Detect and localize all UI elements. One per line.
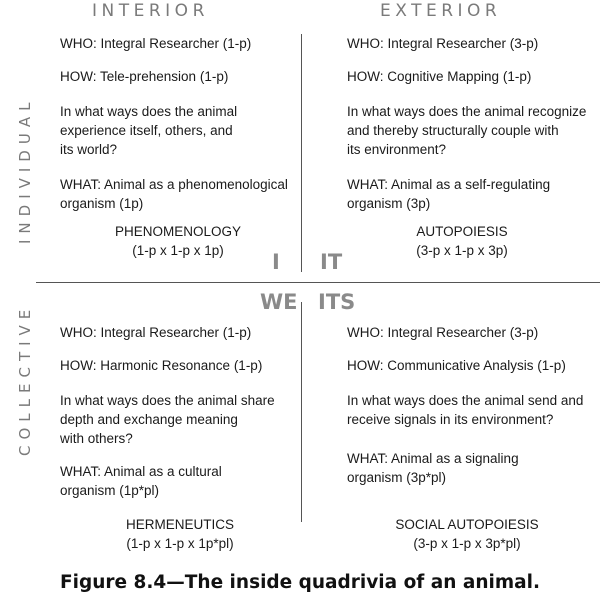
method-formula: (3-p x 1-p x 3p) (416, 243, 508, 258)
question-block (347, 391, 583, 429)
individual-side-label: INDIVIDUAL (16, 96, 34, 244)
what-line: WHAT: Animal as a self-regulating (347, 177, 551, 192)
question-line: with others? (60, 431, 133, 446)
question-line: experience itself, others, and (60, 123, 233, 138)
collective-side-label: COLLECTIVE (16, 303, 34, 456)
how-line: HOW: Communicative Analysis (1-p) (347, 358, 566, 373)
method-lower-right (347, 515, 587, 553)
what-line: organism (1p) (60, 196, 144, 211)
what-line: organism (3p) (347, 196, 431, 211)
vertical-divider-upper (301, 34, 302, 272)
quadrant-letter-we: WE (260, 290, 298, 314)
what-block (347, 175, 550, 213)
quadrant-letter-i: I (272, 250, 280, 274)
how-line: HOW: Harmonic Resonance (1-p) (60, 358, 263, 373)
method-lower-left (60, 515, 300, 553)
question-block (60, 391, 275, 448)
quadrant-letter-it: IT (320, 250, 343, 274)
method-upper-right (347, 222, 577, 260)
question-block (60, 102, 237, 159)
interior-header: INTERIOR (92, 1, 209, 21)
method-formula: (1-p x 1-p x 1p) (132, 243, 224, 258)
question-line: In what ways does the animal (60, 104, 238, 119)
method-name: AUTOPOIESIS (416, 224, 508, 239)
question-line: depth and exchange meaning (60, 412, 238, 427)
question-line: its world? (60, 142, 118, 157)
method-name: HERMENEUTICS (125, 517, 234, 532)
question-line: its environment? (347, 142, 447, 157)
method-formula: (3-p x 1-p x 3p*pl) (413, 536, 521, 551)
exterior-header: EXTERIOR (380, 1, 502, 21)
what-line: WHAT: Animal as a cultural (60, 464, 222, 479)
method-upper-left (60, 222, 296, 260)
question-line: In what ways does the animal recognize (347, 104, 587, 119)
vertical-divider-lower (301, 302, 302, 522)
method-formula: (1-p x 1-p x 1p*pl) (126, 536, 234, 551)
who-line: WHO: Integral Researcher (3-p) (347, 36, 539, 51)
who-line: WHO: Integral Researcher (1-p) (60, 325, 252, 340)
method-name: SOCIAL AUTOPOIESIS (395, 517, 539, 532)
what-line: organism (1p*pl) (60, 483, 160, 498)
how-line: HOW: Tele-prehension (1-p) (60, 69, 229, 84)
question-line: In what ways does the animal share (60, 393, 275, 408)
what-line: WHAT: Animal as a signaling (347, 451, 519, 466)
quadrant-letter-its: ITS (318, 290, 356, 314)
horizontal-divider (36, 282, 600, 283)
how-line: HOW: Cognitive Mapping (1-p) (347, 69, 532, 84)
figure-caption: Figure 8.4—The inside quadrivia of an animal. (60, 572, 540, 593)
question-line: In what ways does the animal send and (347, 393, 584, 408)
who-line: WHO: Integral Researcher (3-p) (347, 325, 539, 340)
question-line: receive signals in its environment? (347, 412, 554, 427)
what-line: WHAT: Animal as a phenomenological (60, 177, 288, 192)
what-block (347, 449, 519, 487)
what-block (60, 175, 288, 213)
method-name: PHENOMENOLOGY (114, 224, 242, 239)
what-block (60, 462, 222, 500)
question-line: and thereby structurally couple with (347, 123, 559, 138)
question-block (347, 102, 586, 159)
what-line: organism (3p*pl) (347, 470, 447, 485)
who-line: WHO: Integral Researcher (1-p) (60, 36, 252, 51)
